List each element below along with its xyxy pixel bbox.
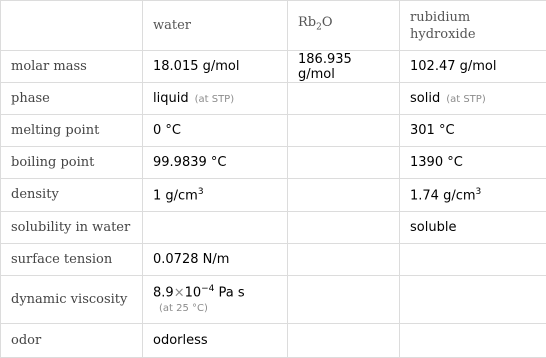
row-label-boiling-point: boiling point [1, 147, 143, 179]
row-label-melting-point: melting point [1, 115, 143, 147]
rb2o-density [288, 179, 400, 211]
water-density-exponent: 3 [197, 186, 204, 197]
rb2o-surface-tension [288, 243, 400, 275]
rb2o-dynamic-viscosity [288, 275, 400, 323]
rb2o-boiling-point [288, 147, 400, 179]
rboh-phase-value: solid [410, 91, 441, 107]
rboh-dynamic-viscosity [400, 275, 546, 323]
viscosity-times: × [173, 285, 185, 301]
rboh-melting-point: 301 °C [400, 115, 546, 147]
rboh-phase [400, 83, 546, 115]
rboh-phase-note: (at STP) [446, 94, 486, 106]
rb2o-phase [288, 83, 400, 115]
rboh-solubility: soluble [400, 211, 546, 243]
water-density [143, 179, 288, 211]
water-odor: odorless [143, 323, 288, 357]
row-label-surface-tension: surface tension [1, 243, 143, 275]
viscosity-unit: Pa s [214, 285, 245, 301]
table-row [1, 179, 546, 211]
rb2o-solubility [288, 211, 400, 243]
row-label-molar-mass: molar mass [1, 51, 143, 83]
rboh-header-line2: hydroxide [410, 26, 476, 42]
rboh-surface-tension [400, 243, 546, 275]
table-row [1, 147, 546, 179]
rb2o-subscript: 2 [316, 22, 322, 33]
viscosity-base: 10 [184, 285, 202, 301]
table-row [1, 275, 546, 323]
rboh-density-value: 1.74 g/cm [410, 188, 476, 204]
table-row [1, 211, 546, 243]
water-melting-point: 0 °C [143, 115, 288, 147]
viscosity-exponent: −4 [201, 284, 215, 295]
rboh-density [400, 179, 546, 211]
rb2o-base: Rb [298, 15, 317, 31]
corner-cell [1, 1, 143, 51]
table-row [1, 243, 546, 275]
water-phase-note: (at STP) [194, 94, 235, 106]
water-dynamic-viscosity [143, 275, 288, 323]
table-row [1, 51, 546, 83]
viscosity-mantissa: 8.9 [153, 285, 174, 301]
row-label-odor: odor [1, 323, 143, 357]
table-row [1, 323, 546, 357]
column-header-rubidium-hydroxide [400, 1, 546, 51]
table-row [1, 115, 546, 147]
column-header-water: water [143, 1, 288, 51]
table-row [1, 83, 546, 115]
rb2o-odor [288, 323, 400, 357]
header-row [1, 1, 546, 51]
water-molar-mass: 18.015 g/mol [143, 51, 288, 83]
row-label-phase: phase [1, 83, 143, 115]
rb2o-molar-mass: 186.935 g/mol [288, 51, 400, 83]
column-header-rb2o [288, 1, 400, 51]
water-boiling-point: 99.9839 °C [143, 147, 288, 179]
water-surface-tension: 0.0728 N/m [143, 243, 288, 275]
rboh-boiling-point: 1390 °C [400, 147, 546, 179]
viscosity-note: (at 25 °C) [159, 303, 208, 315]
row-label-density: density [1, 179, 143, 211]
row-label-solubility: solubility in water [1, 211, 143, 243]
water-phase [143, 83, 288, 115]
water-phase-value: liquid [153, 91, 189, 107]
rboh-density-exponent: 3 [475, 186, 482, 197]
rboh-molar-mass: 102.47 g/mol [400, 51, 546, 83]
rb2o-melting-point [288, 115, 400, 147]
rboh-odor [400, 323, 546, 357]
water-solubility [143, 211, 288, 243]
row-label-dynamic-viscosity: dynamic viscosity [1, 275, 143, 323]
water-density-value: 1 g/cm [153, 188, 198, 204]
rb2o-tail: O [321, 15, 333, 31]
rboh-header-line1: rubidium [410, 9, 471, 25]
